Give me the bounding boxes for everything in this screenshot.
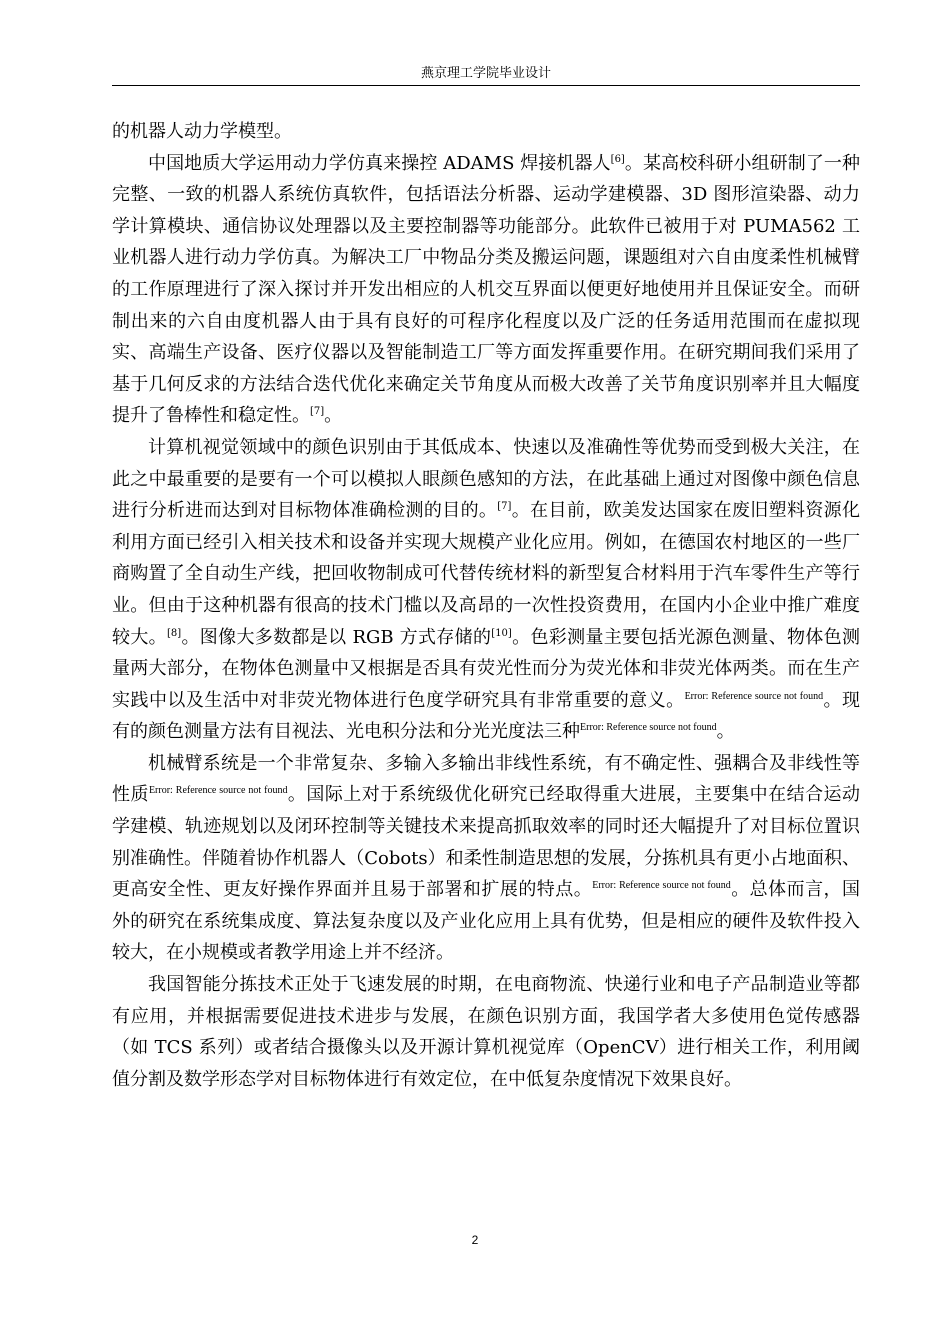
paragraph-text: 机械臂系统是一个非常复杂、多输入多输出非线性系统，有不确定性、强耦合及非线性等性质 [112, 752, 860, 806]
paragraph [112, 148, 860, 432]
paragraph-text: 。国际上对于系统级优化研究已经取得重大进展，主要集中在结合运动学建模、轨迹规划以及闭环控制等关键技术来提高抓取效率的同时还大幅提升了对目标位置识别准确性。伴随着协作机器人（Cobots）和柔性制造思想的发展，分拣机具有更小占地面积、更高安全性、更友好操作界面并且易于部署和扩展的特点。 [112, 784, 861, 901]
paragraph-text: 。 [324, 405, 343, 427]
paragraph-text: 。某高校科研小组研制了一种完整、一致的机器人系统仿真软件，包括语法分析器、运动学建模器、3D 图形渲染器、动力学计算模块、通信协议处理器以及主要控制器等功能部分。此软件已被用于对 PUMA562 工业机器人进行动力学仿真。为解决工厂中物品分类及搬运问题，课题组对六自由度柔性机械臂的工作原理进行了深入探讨并开发出相应的人机交互界面以便更好地使用并且保证安全。而研制出来的六自由度机器人由于具有良好的可程序化程度以及广泛的任务适用范围而在虚拟现实、高端生产设备、医疗仪器以及智能制造工厂等方面发挥重要作用。在研究期间我们采用了基于几何反求的方法结合迭代优化来确定关节角度从而极大改善了关节角度识别率并且大幅度提升了鲁棒性和稳定性。 [112, 152, 860, 427]
paragraph [112, 748, 860, 969]
paragraph-text: 。 [716, 721, 735, 743]
citation-superscript: [7] [310, 406, 325, 418]
page-number: 2 [471, 1233, 479, 1247]
paragraph [112, 432, 860, 748]
paragraph-text: 我国智能分拣技术正处于飞速发展的时期，在电商物流、快递行业和电子产品制造业等都有应用，并根据需要促进技术进步与发展，在颜色识别方面，我国学者大多使用色觉传感器（如 TCS 系列）或者结合摄像头以及开源计算机视觉库（OpenCV）进行相关工作，利用阈值分割及数学形态学对目标物体进行有效定位，在中低复杂度情况下效果良好。 [112, 974, 860, 1090]
reference-error-superscript: Error: Reference source not found [148, 785, 288, 797]
citation-superscript: [8] [166, 627, 182, 639]
citation-superscript: [7] [497, 501, 512, 513]
paragraph-text: 的机器人动力学模型。 [112, 121, 292, 142]
reference-error-superscript: Error: Reference source not found [684, 690, 824, 702]
reference-error-superscript: Error: Reference source not found [580, 722, 717, 734]
citation-superscript: [6] [610, 153, 625, 165]
paragraph-text: 。图像大多数都是以 RGB 方式存储的 [181, 626, 492, 648]
paragraph-text: 。色彩测量主要包括光源色测量、物体色测量两大部分，在物体色测量中又根据是否具有荧光性而分为荧光体和非荧光体两类。而在生产实践中以及生活中对非荧光物体进行色度学研究具有非常重要的意义。 [112, 626, 861, 711]
paragraph [112, 969, 860, 1095]
header-divider [112, 85, 860, 86]
citation-superscript: [10] [491, 627, 512, 639]
paragraph [112, 116, 860, 148]
paragraph-text: 。现有的颜色测量方法有目视法、光电积分法和分光光度法三种 [112, 689, 861, 743]
paragraph-text: 计算机视觉领域中的颜色识别由于其低成本、快速以及准确性等优势而受到极大关注，在此之中最重要的是要有一个可以模拟人眼颜色感知的方法，在此基础上通过对图像中颜色信息进行分析进而达到对目标物体准确检测的目的。 [112, 436, 860, 522]
reference-error-superscript: Error: Reference source not found [592, 880, 731, 892]
paragraph-text: 。在目前，欧美发达国家在废旧塑料资源化利用方面已经引入相关技术和设备并实现大规模产业化应用。例如，在德国农村地区的一些厂商购置了全自动生产线，把回收物制成可代替传统材料的新型复合材料用于汽车零件生产等行业。但由于这种机器有很高的技术门槛以及高昂的一次性投资费用，在国内小企业中推广难度较大。 [112, 500, 861, 648]
body-text [112, 116, 860, 1095]
paragraph-text: 中国地质大学运用动力学仿真来操控 ADAMS 焊接机器人 [148, 152, 611, 174]
paragraph-text: 。总体而言，国外的研究在系统集成度、算法复杂度以及产业化应用上具有优势，但是相应的硬件及软件投入较大，在小规模或者教学用途上并不经济。 [112, 879, 861, 964]
page-header: 燕京理工学院毕业设计 [420, 66, 551, 81]
